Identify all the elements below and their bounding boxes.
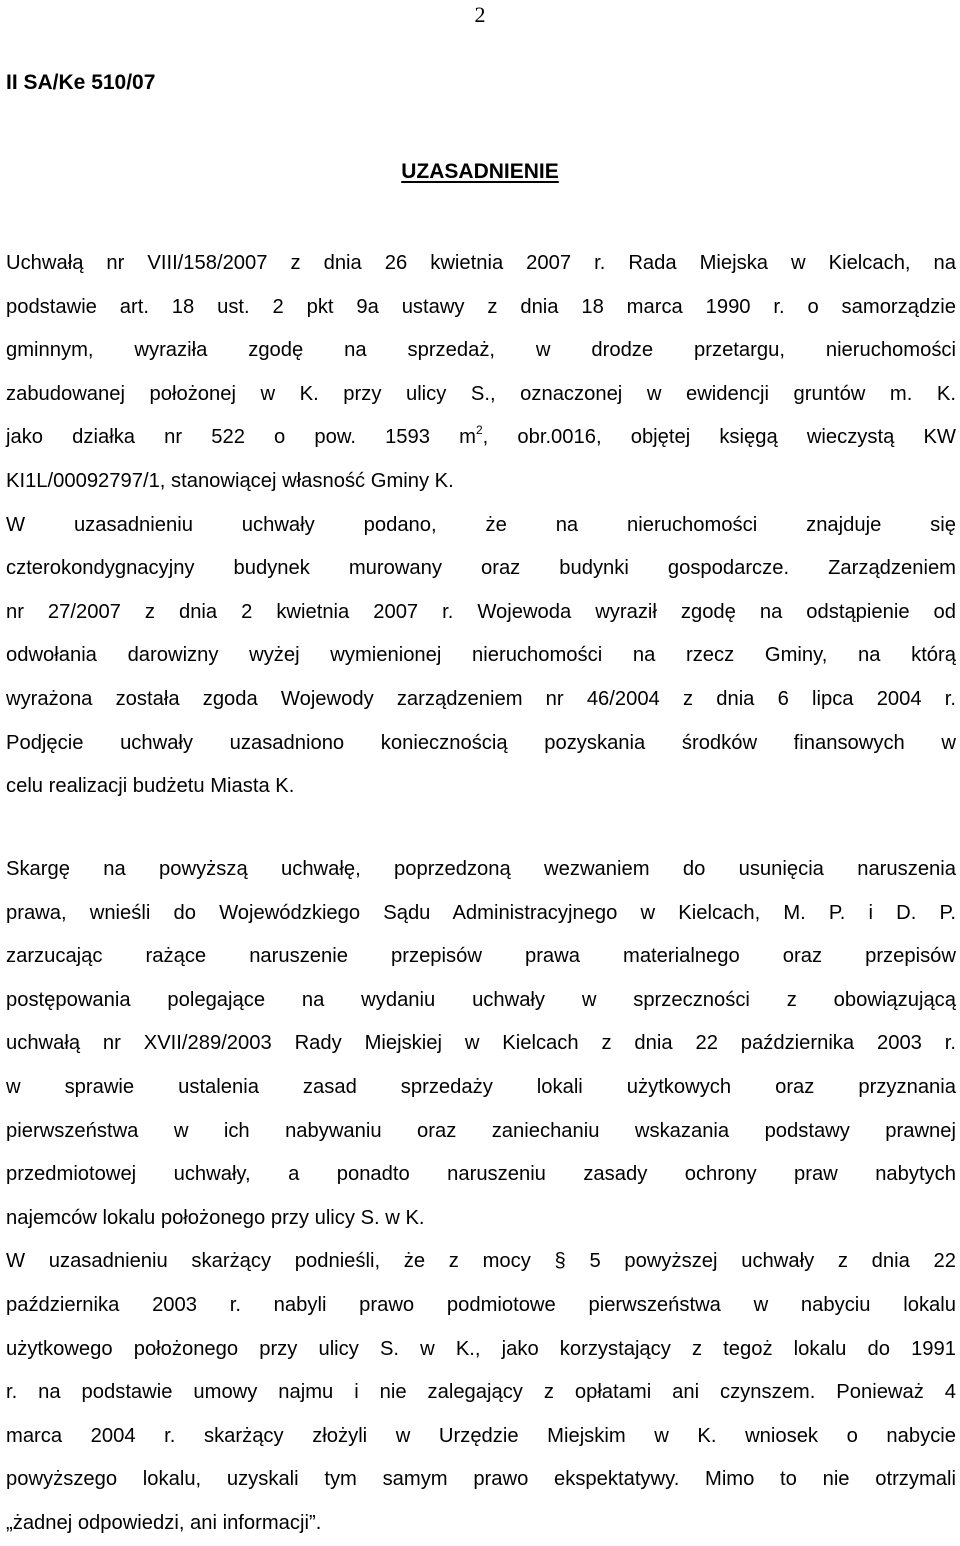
text-line: celu realizacji budżetu Miasta K. [6, 775, 295, 798]
text-line: października 2003 r. nabyli prawo podmiotowe pierwszeństwa w nabyciu lokalu [6, 1293, 956, 1316]
text-line: przedmiotowej uchwały, a ponadto naruszeniu zasady ochrony praw nabytych [6, 1163, 956, 1186]
text-line: gminnym, wyraziła zgodę na sprzedaż, w drodze przetargu, nieruchomości [6, 339, 956, 362]
document-heading [0, 158, 960, 186]
paragraph-complaint [6, 848, 956, 1546]
text-line: Skargę na powyższą uchwałę, poprzedzoną wezwaniem do usunięcia naruszenia [6, 858, 956, 880]
text-line: odwołania darowizny wyżej wymienionej nieruchomości na rzecz Gminy, na którą [6, 644, 956, 667]
text-line: uchwałą nr XVII/289/2003 Rady Miejskiej w Kielcach z dnia 22 października 2003 r. [6, 1032, 956, 1055]
text-line: wyrażona została zgoda Wojewody zarządzeniem nr 46/2004 z dnia 6 lipca 2004 r. [6, 687, 956, 710]
text-line: zabudowanej położonej w K. przy ulicy S., oznaczonej w ewidencji gruntów m. K. [6, 382, 956, 405]
text-line: postępowania polegające na wydaniu uchwały w sprzeczności z obowiązującą [6, 988, 956, 1011]
text-line: użytkowego położonego przy ulicy S. w K., jako korzystający z tegoż lokalu do 1991 [6, 1337, 956, 1360]
text-line: W uzasadnieniu uchwały podano, że na nieruchomości znajduje się [6, 513, 956, 536]
text-line: nr 27/2007 z dnia 2 kwietnia 2007 r. Wojewoda wyraził zgodę na odstąpienie od [6, 600, 956, 623]
text-line: W uzasadnieniu skarżący podnieśli, że z mocy § 5 powyższej uchwały z dnia 22 [6, 1250, 956, 1273]
text-line: Podjęcie uchwały uzasadniono koniecznością pozyskania środków finansowych w [6, 731, 956, 754]
text-line: powyższego lokalu, uzyskali tym samym prawo ekspektatywy. Mimo to nie otrzymali [6, 1468, 956, 1491]
page-number: 2 [474, 2, 486, 27]
text-line: pierwszeństwa w ich nabywaniu oraz zaniechaniu wskazania podstawy prawnej [6, 1119, 956, 1142]
text-line: „żadnej odpowiedzi, ani informacji”. [6, 1511, 322, 1534]
text-line: KI1L/00092797/1, stanowiącej własność Gminy K. [6, 469, 454, 492]
case-number: II SA/Ke 510/07 [6, 71, 156, 94]
heading-text: UZASADNIENIE [401, 160, 559, 183]
text-line: najemców lokalu położonego przy ulicy S. w K. [6, 1206, 425, 1229]
text-line: podstawie art. 18 ust. 2 pkt 9a ustawy z dnia 18 marca 1990 r. o samorządzie [6, 295, 956, 318]
text-fragment: jako działka nr 522 o pow. 1593 m [6, 426, 476, 449]
text-line: Uchwałą nr VIII/158/2007 z dnia 26 kwietnia 2007 r. Rada Miejska w Kielcach, na [6, 252, 956, 274]
text-line: r. na podstawie umowy najmu i nie zalegający z opłatami ani czynszem. Ponieważ 4 [6, 1381, 956, 1404]
text-fragment: , obr.0016, objętej księgą wieczystą KW [482, 426, 956, 449]
text-line: prawa, wnieśli do Wojewódzkiego Sądu Administracyjnego w Kielcach, M. P. i D. P. [6, 901, 956, 924]
superscript: 2 [475, 422, 483, 437]
paragraph-resolution-summary [6, 242, 956, 809]
text-line [6, 416, 956, 460]
text-line: czterokondygnacyjny budynek murowany oraz budynki gospodarcze. Zarządzeniem [6, 557, 956, 580]
text-line: marca 2004 r. skarżący złożyli w Urzędzie Miejskim w K. wniosek o nabycie [6, 1424, 956, 1447]
text-line: zarzucając rażące naruszenie przepisów prawa materialnego oraz przepisów [6, 945, 956, 968]
text-line: w sprawie ustalenia zasad sprzedaży lokali użytkowych oraz przyznania [6, 1075, 956, 1098]
